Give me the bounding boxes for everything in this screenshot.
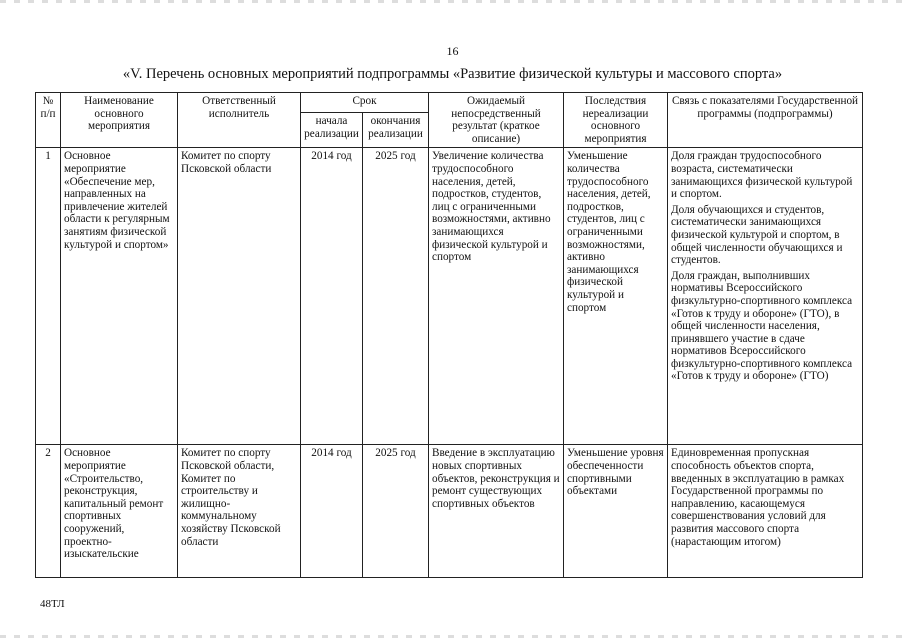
table-row bbox=[36, 445, 863, 578]
cell-end: 2025 год bbox=[363, 445, 429, 578]
link-indicator: Доля граждан трудоспособного возраста, систематически занимающихся физической культурой и спортом. bbox=[671, 150, 853, 201]
table-row bbox=[36, 148, 863, 445]
cell-result: Введение в эксплуатацию новых спортивных объектов, реконструкция и ремонт существующих спортивных объектов bbox=[429, 445, 564, 578]
cell-start: 2014 год bbox=[301, 445, 363, 578]
cell-num: 1 bbox=[36, 148, 61, 445]
cell-num: 2 bbox=[36, 445, 61, 578]
header-end: окончания реализации bbox=[363, 113, 429, 148]
cell-consequences: Уменьшение количества трудоспособного населения, детей, подростков, студентов, лиц с ограниченными возможностями, активно занимающихся физической культурой и спортом bbox=[564, 148, 668, 445]
cell-executor: Комитет по спорту Псковской области, Комитет по строительству и жилищно-коммунальному хозяйству Псковской области bbox=[178, 445, 301, 578]
header-num: № п/п bbox=[36, 93, 61, 148]
header-name: Наименование основного мероприятия bbox=[61, 93, 178, 148]
header-result: Ожидаемый непосредственный результат (краткое описание) bbox=[429, 93, 564, 148]
cell-end: 2025 год bbox=[363, 148, 429, 445]
header-row bbox=[36, 93, 863, 113]
cell-start: 2014 год bbox=[301, 148, 363, 445]
header-link: Связь с показателями Государственной программы (подпрограммы) bbox=[668, 93, 863, 148]
header-start: начала реализации bbox=[301, 113, 363, 148]
header-executor: Ответственный исполнитель bbox=[178, 93, 301, 148]
cell-name: Основное мероприятие «Обеспечение мер, направленных на привлечение жителей области к регулярным занятиям физической культурой и спортом» bbox=[61, 148, 178, 445]
cell-consequences: Уменьшение уровня обеспеченности спортивными объектами bbox=[564, 445, 668, 578]
page-number: 16 bbox=[446, 44, 459, 58]
scan-edge-bottom bbox=[0, 635, 905, 638]
header-consequences: Последствия нереализации основного мероприятия bbox=[564, 93, 668, 148]
link-indicator: Единовременная пропускная способность объектов спорта, введенных в эксплуатацию в рамках Государственной программы по направлению, касающемуся совершенствования условий для развития массового спорта (нарастающим итогом) bbox=[671, 447, 845, 548]
footer-code: 48ТЛ bbox=[40, 598, 65, 610]
link-indicator: Доля граждан, выполнивших нормативы Всероссийского физкультурно-спортивного комплекса «Готов к труду и обороне» (ГТО), в общей численности населения, принявшего участие в сдаче нормативов Всероссийского физкультурно-спортивного комплекса «Готов к труду и обороне» (ГТО) bbox=[671, 269, 853, 383]
document-title: «V. Перечень основных мероприятий подпрограммы «Развитие физической культуры и массового спорта» bbox=[122, 66, 783, 82]
cell-link bbox=[668, 148, 863, 445]
link-indicator: Доля обучающихся и студентов, систематически занимающихся физической культурой и спортом, в общей численности обучающихся и студентов. bbox=[671, 203, 843, 267]
header-term: Срок bbox=[301, 93, 429, 113]
cell-result: Увеличение количества трудоспособного населения, детей, подростков, студентов, лиц с ограниченными возможностями, активно занимающихся физической культурой и спортом bbox=[429, 148, 564, 445]
cell-executor: Комитет по спорту Псковской области bbox=[178, 148, 301, 445]
scan-edge-top bbox=[0, 0, 905, 3]
cell-link bbox=[668, 445, 863, 578]
cell-name: Основное мероприятие «Строительство, реконструкция, капитальный ремонт спортивных сооружений, проектно-изыскательские bbox=[61, 445, 178, 578]
activities-table bbox=[35, 92, 863, 578]
